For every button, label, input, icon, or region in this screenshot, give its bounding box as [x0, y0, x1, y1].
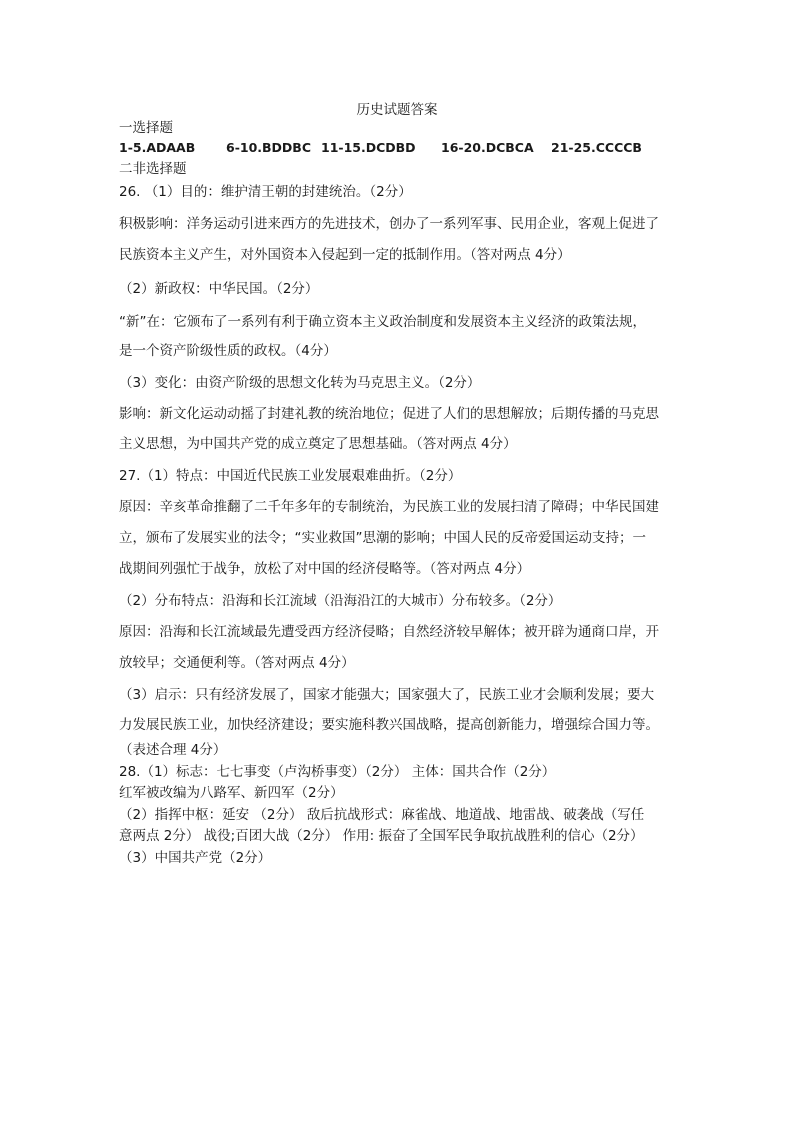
answer-line: 积极影响：洋务运动引进来西方的先进技术，创办了一系列军事、民用企业，客观上促进了	[119, 216, 659, 232]
answer-line: （3）启示：只有经济发展了，国家才能强大；国家强大了，民族工业才会顺利发展；要大	[119, 687, 655, 703]
answer-line: 26. （1）目的：维护清王朝的封建统治。（2分）	[119, 184, 412, 200]
answer-line: 放较早；交通便利等。（答对两点 4分）	[119, 655, 355, 671]
answer-line: 影响：新文化运动动摇了封建礼教的统治地位；促进了人们的思想解放；后期传播的马克思	[119, 406, 659, 422]
answer-line: （3）变化：由资产阶级的思想文化转为马克思主义。（2分）	[119, 375, 481, 391]
answer-line: 原因：辛亥革命推翻了二千年多年的专制统治，为民族工业的发展扫清了障碍；中华民国建	[119, 499, 659, 515]
answer-line: 原因：沿海和长江流域最先遭受西方经济侵略；自然经济较早解体；被开辟为通商口岸，开	[119, 624, 659, 640]
answer-line: 是一个资产阶级性质的政权。（4分）	[119, 343, 337, 359]
answer-line: （2）分布特点：沿海和长江流域（沿海沿江的大城市）分布较多。（2分）	[119, 593, 562, 609]
answer-line: （2）新政权：中华民国。（2分）	[119, 281, 319, 297]
mc-answer-16-20: 16-20.DCBCA	[441, 140, 534, 155]
answer-line: 红军被改编为八路军、新四军（2分）	[119, 785, 344, 801]
answer-line: （2）指挥中枢：延安 （2分） 敌后抗战形式：麻雀战、地道战、地雷战、破袭战（写任	[119, 807, 645, 823]
answer-line: 民族资本主义产生，对外国资本入侵起到一定的抵制作用。（答对两点 4分）	[119, 247, 571, 263]
mc-answer-1-5: 1-5.ADAAB	[119, 140, 196, 155]
answer-line: 27.（1）特点：中国近代民族工业发展艰难曲折。（2分）	[119, 468, 462, 484]
section-heading-multiple-choice: 一选择题	[119, 120, 173, 136]
answer-line: 28.（1）标志：七七事变（卢沟桥事变）（2分） 主体：国共合作（2分）	[119, 764, 556, 780]
answer-line: 主义思想，为中国共产党的成立奠定了思想基础。（答对两点 4分）	[119, 436, 517, 452]
answer-line: 立，颁布了发展实业的法令；“实业救国”思潮的影响；中国人民的反帝爱国运动支持；一	[119, 530, 646, 546]
page-title: 历史试题答案	[356, 102, 438, 118]
answer-line: （3）中国共产党（2分）	[119, 850, 272, 866]
answer-line: 意两点 2分） 战役;百团大战（2分） 作用: 振奋了全国军民争取抗战胜利的信心（2分）	[119, 828, 644, 844]
mc-answer-21-25: 21-25.CCCCB	[551, 140, 642, 155]
answer-line: 战期间列强忙于战争，放松了对中国的经济侵略等。（答对两点 4分）	[119, 561, 531, 577]
section-heading-non-choice: 二非选择题	[119, 161, 187, 177]
answer-line: （表述合理 4分）	[119, 742, 227, 758]
answer-line: 力发展民族工业，加快经济建设；要实施科教兴国战略，提高创新能力，增强综合国力等。	[119, 717, 659, 733]
mc-answer-11-15: 11-15.DCDBD	[321, 140, 416, 155]
answer-line: “新”在：它颁布了一系列有利于确立资本主义政治制度和发展资本主义经济的政策法规，	[119, 314, 646, 330]
mc-answer-6-10: 6-10.BDDBC	[226, 140, 312, 155]
